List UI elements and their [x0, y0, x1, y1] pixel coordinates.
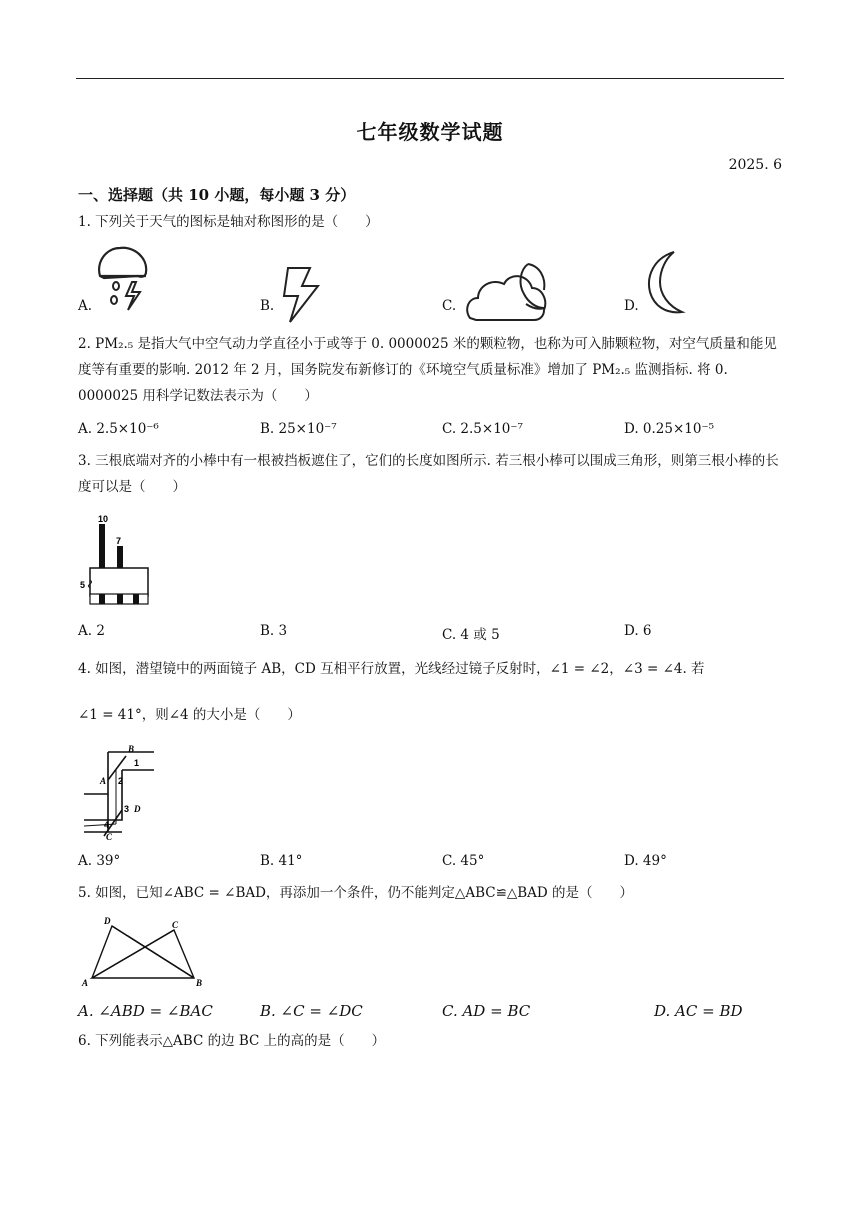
q5-options — [78, 1002, 786, 1024]
point-c: C — [172, 920, 179, 930]
exam-date: 2025. 6 — [728, 157, 782, 173]
point-c: C — [106, 832, 113, 840]
q3-option-a: A. 2 — [78, 623, 105, 639]
q3-option-d: D. 6 — [624, 623, 652, 639]
point-b: B — [128, 744, 135, 754]
q2-option-c: C. 2.5×10⁻⁷ — [442, 421, 523, 437]
angle-3: 3 — [124, 804, 130, 814]
question-2-text: 2. PM₂.₅ 是指大气中空气动力学直径小于或等于 0. 0000025 米的颗粒物，也称为可入肺颗粒物，对空气质量和能见度等有重要的影响. 2012 年 2 月，国务院发布新修订的《环境空气质量标准》增加了 PM₂.₅ 监测指标. 将 0. 0000025 用科学记数法表示为（ ） — [78, 336, 777, 404]
question-1-text: 1. 下列关于天气的图标是轴对称图形的是（ ） — [78, 214, 379, 230]
stick-label-7: 7 — [116, 536, 122, 546]
angle-1: 1 — [134, 758, 140, 768]
q2-options — [78, 421, 786, 443]
point-b: B — [196, 978, 203, 988]
angle-2: 2 — [118, 776, 124, 786]
stick-label-5: 5 — [80, 580, 86, 590]
q2-option-d: D. 0.25×10⁻⁵ — [624, 421, 715, 437]
q5-option-b: B. ∠C = ∠DC — [260, 1002, 363, 1020]
point-a: A — [100, 776, 107, 786]
q4-option-a: A. 39° — [78, 853, 121, 869]
cloud-moon-icon — [464, 260, 554, 326]
q1-option-d-label: D. — [624, 298, 639, 314]
q4-option-b: B. 41° — [260, 853, 303, 869]
q4-option-d: D. 49° — [624, 853, 667, 869]
q2-option-b: B. 25×10⁻⁷ — [260, 421, 337, 437]
question-5-text: 5. 如图，已知∠ABC = ∠BAD，再添加一个条件，仍不能判定△ABC≌△BAD 的是（ ） — [78, 885, 634, 901]
moon-icon — [644, 250, 688, 316]
header-rule — [76, 78, 784, 79]
question-3-text: 3. 三根底端对齐的小棒中有一根被挡板遮住了，它们的长度如图所示. 若三根小棒可以围成三角形，则第三根小棒的长度可以是（ ） — [78, 453, 779, 495]
triangles-figure — [78, 914, 208, 990]
stick-label-10: 10 — [98, 514, 109, 524]
q5-option-c: C. AD = BC — [442, 1002, 531, 1020]
q3-option-c: C. 4 或 5 — [442, 627, 500, 643]
lightning-icon — [280, 264, 324, 326]
q2-option-a: A. 2.5×10⁻⁶ — [78, 421, 159, 437]
q3-option-b: B. 3 — [260, 623, 288, 639]
q1-option-b-label: B. — [260, 298, 275, 314]
q1-option-c-label: C. — [442, 298, 457, 314]
q5-option-d: D. AC = BD — [654, 1002, 743, 1020]
page-title: 七年级数学试题 — [356, 120, 504, 144]
sticks-figure — [78, 510, 154, 610]
q4-options — [78, 853, 786, 875]
periscope-figure — [78, 742, 162, 840]
q1-option-a-label: A. — [78, 298, 93, 314]
q4-option-c: C. 45° — [442, 853, 485, 869]
angle-4: 4 — [104, 820, 110, 830]
point-d: D — [134, 804, 141, 814]
question-4-line-2: ∠1 = 41°，则∠4 的大小是（ ） — [78, 707, 301, 723]
rain-lightning-icon — [94, 240, 154, 312]
question-6-text: 6. 下列能表示△ABC 的边 BC 上的高的是（ ） — [78, 1033, 386, 1049]
q5-option-a: A. ∠ABD = ∠BAC — [78, 1002, 213, 1020]
question-4-line-1: 4. 如图，潜望镜中的两面镜子 AB，CD 互相平行放置，光线经过镜子反射时，∠1 = ∠2，∠3 = ∠4. 若 — [78, 661, 705, 677]
q3-options — [78, 623, 786, 645]
section-heading: 一、选择题（共 10 小题，每小题 3 分） — [78, 186, 356, 204]
point-d: D — [104, 916, 111, 926]
point-a: A — [82, 978, 89, 988]
